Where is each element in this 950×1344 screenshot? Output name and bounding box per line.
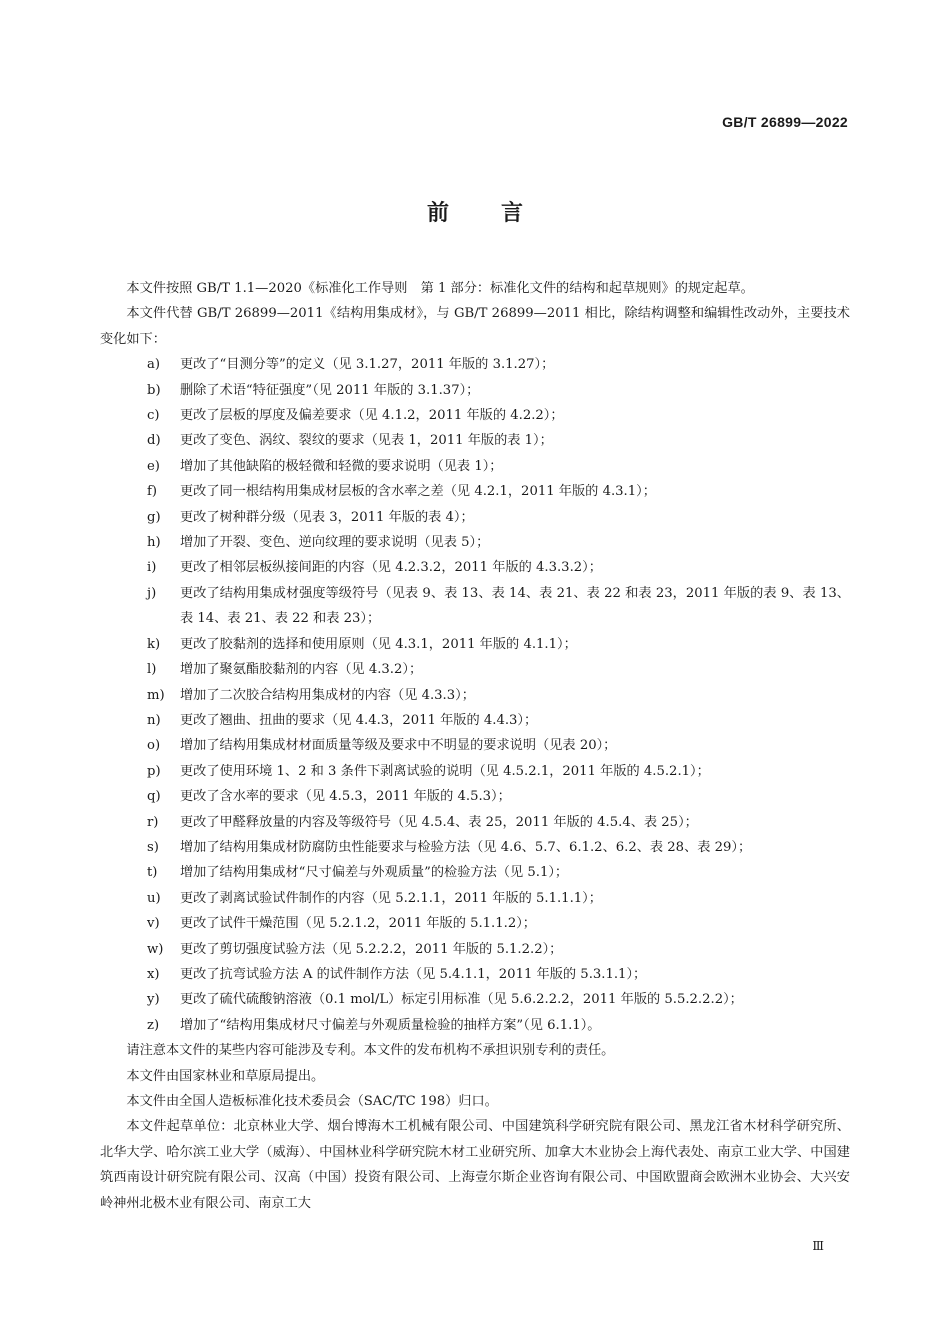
list-item (100, 759, 850, 784)
list-item (100, 657, 850, 682)
list-item-text: 增加了聚氨酯胶黏剂的内容（见 4.3.2）； (180, 662, 423, 678)
list-item-text: 更改了结构用集成材强度等级符号（见表 9、表 13、表 14、表 21、表 22 和表 23，2011 年版的表 9、表 13、表 14、表 21、表 22 和表 23）； (180, 585, 850, 627)
list-item-text: 删除了术语“特征强度”（见 2011 年版的 3.1.37）； (180, 382, 480, 398)
page-title: 前言 (426, 201, 575, 226)
list-item (100, 810, 850, 835)
list-item (100, 911, 850, 936)
list-item-marker: f) (147, 484, 158, 500)
list-item (100, 428, 850, 453)
list-item-text: 更改了使用环境 1、2 和 3 条件下剥离试验的说明（见 4.5.2.1，2011 年版的 4.5.2.1）； (180, 763, 710, 779)
list-item-text: 增加了“结构用集成材尺寸偏差与外观质量检验的抽样方案”（见 6.1.1）。 (180, 1017, 601, 1033)
closing-paragraphs (100, 1038, 850, 1216)
list-item (100, 733, 850, 758)
list-item (100, 479, 850, 504)
list-item-marker: h) (147, 535, 161, 551)
intro-paragraphs (100, 276, 850, 352)
list-item-marker: b) (147, 382, 161, 398)
list-item-marker: v) (147, 916, 160, 932)
list-item-marker: s) (147, 839, 159, 855)
list-item (100, 403, 850, 428)
list-item-marker: w) (147, 941, 164, 957)
list-item (100, 352, 850, 377)
paragraph: 本文件起草单位：北京林业大学、烟台博海木工机械有限公司、中国建筑科学研究院有限公司、黑龙江省木材科学研究所、北华大学、哈尔滨工业大学（威海）、中国林业科学研究院木材工业研究所、加拿大木业协会上海代表处、南京工业大学、中国建筑西南设计研究院有限公司、汉高（中国）投资有限公司、上海壹尔斯企业咨询有限公司、中国欧盟商会欧洲木业协会、大兴安岭神州北极木业有限公司、南京工大 (100, 1119, 850, 1211)
list-item (100, 962, 850, 987)
list-item-marker: n) (147, 712, 161, 728)
change-list (100, 352, 850, 1038)
list-item (100, 555, 850, 580)
page-number: Ⅲ (812, 1239, 824, 1253)
list-item (100, 886, 850, 911)
list-item-text: 更改了抗弯试验方法 A 的试件制作方法（见 5.4.1.1，2011 年版的 5.3.1.1）； (180, 966, 647, 982)
list-item (100, 530, 850, 555)
list-item-text: 更改了相邻层板纵接间距的内容（见 4.2.3.2，2011 年版的 4.3.3.2）； (180, 560, 602, 576)
list-item (100, 860, 850, 885)
paragraph: 请注意本文件的某些内容可能涉及专利。本文件的发布机构不承担识别专利的责任。 (126, 1043, 615, 1059)
list-item-marker: l) (147, 662, 157, 678)
list-item-text: 更改了层板的厚度及偏差要求（见 4.1.2，2011 年版的 4.2.2）； (180, 408, 564, 424)
list-item-marker: d) (147, 433, 161, 449)
list-item-marker: p) (147, 763, 161, 779)
list-item-marker: k) (147, 636, 161, 652)
document-body (100, 276, 850, 1216)
list-item (100, 581, 850, 632)
list-item-marker: y) (147, 992, 160, 1008)
list-item-text: 增加了结构用集成材材面质量等级及要求中不明显的要求说明（见表 20）； (180, 738, 617, 754)
list-item (100, 378, 850, 403)
list-item-marker: j) (147, 585, 157, 601)
list-item (100, 784, 850, 809)
list-item-text: 更改了“目测分等”的定义（见 3.1.27，2011 年版的 3.1.27）； (180, 357, 555, 373)
list-item-marker: x) (147, 966, 160, 982)
list-item (100, 937, 850, 962)
paragraph: 本文件按照 GB/T 1.1—2020《标准化工作导则 第 1 部分：标准化文件的结构和起草规则》的规定起草。 (126, 281, 754, 296)
list-item-text: 更改了树种群分级（见表 3，2011 年版的表 4）； (180, 509, 474, 525)
list-item-text: 更改了同一根结构用集成材层板的含水率之差（见 4.2.1，2011 年版的 4.3.1）； (180, 484, 656, 500)
list-item-marker: g) (147, 509, 161, 525)
list-item-marker: o) (147, 738, 161, 754)
list-item-marker: i) (147, 560, 157, 576)
list-item-marker: c) (147, 408, 160, 424)
list-item-text: 更改了甲醛释放量的内容及等级符号（见 4.5.4、表 25，2011 年版的 4.5.4、表 25）； (180, 814, 698, 830)
list-item (100, 708, 850, 733)
list-item-text: 更改了试件干燥范围（见 5.2.1.2，2011 年版的 5.1.1.2）； (180, 916, 536, 932)
list-item-marker: r) (147, 814, 159, 830)
list-item-marker: q) (147, 789, 161, 805)
list-item-text: 增加了其他缺陷的极轻微和轻微的要求说明（见表 1）； (180, 458, 503, 474)
list-item-marker: e) (147, 458, 160, 474)
list-item-text: 更改了剥离试验试件制作的内容（见 5.2.1.1，2011 年版的 5.1.1.1）； (180, 890, 602, 906)
list-item (100, 835, 850, 860)
paragraph: 本文件由国家林业和草原局提出。 (126, 1068, 325, 1084)
list-item (100, 632, 850, 657)
paragraph: 本文件由全国人造板标准化技术委员会（SAC/TC 198）归口。 (126, 1094, 498, 1109)
list-item (100, 505, 850, 530)
list-item-text: 更改了变色、涡纹、裂纹的要求（见表 1，2011 年版的表 1）； (180, 433, 553, 449)
list-item-text: 更改了翘曲、扭曲的要求（见 4.4.3，2011 年版的 4.4.3）； (180, 712, 538, 728)
list-item-text: 增加了结构用集成材防腐防虫性能要求与检验方法（见 4.6、5.7、6.1.2、6.2、表 28、表 29）； (180, 839, 752, 855)
list-item-marker: z) (147, 1017, 160, 1033)
standard-number: GB/T 26899—2022 (722, 114, 848, 130)
list-item (100, 987, 850, 1012)
list-item-text: 更改了胶黏剂的选择和使用原则（见 4.3.1，2011 年版的 4.1.1）； (180, 636, 577, 652)
list-item-marker: t) (147, 865, 158, 881)
list-item (100, 1013, 850, 1038)
list-item (100, 683, 850, 708)
list-item-text: 更改了含水率的要求（见 4.5.3，2011 年版的 4.5.3）； (180, 789, 511, 805)
list-item-marker: m) (147, 687, 165, 703)
list-item-text: 更改了剪切强度试验方法（见 5.2.2.2，2011 年版的 5.1.2.2）； (180, 941, 563, 957)
list-item-text: 增加了二次胶合结构用集成材的内容（见 4.3.3）； (180, 687, 475, 703)
list-item-text: 增加了结构用集成材“尺寸偏差与外观质量”的检验方法（见 5.1）； (180, 865, 569, 881)
paragraph: 本文件代替 GB/T 26899—2011《结构用集成材》，与 GB/T 26899—2011 相比，除结构调整和编辑性改动外，主要技术变化如下： (100, 306, 850, 347)
list-item-text: 增加了开裂、变色、逆向纹理的要求说明（见表 5）； (180, 535, 490, 551)
list-item-marker: a) (147, 357, 161, 373)
list-item-text: 更改了硫代硫酸钠溶液（0.1 mol/L）标定引用标准（见 5.6.2.2.2，2011 年版的 5.5.2.2.2）； (180, 992, 743, 1008)
list-item-marker: u) (147, 890, 161, 906)
list-item (100, 454, 850, 479)
